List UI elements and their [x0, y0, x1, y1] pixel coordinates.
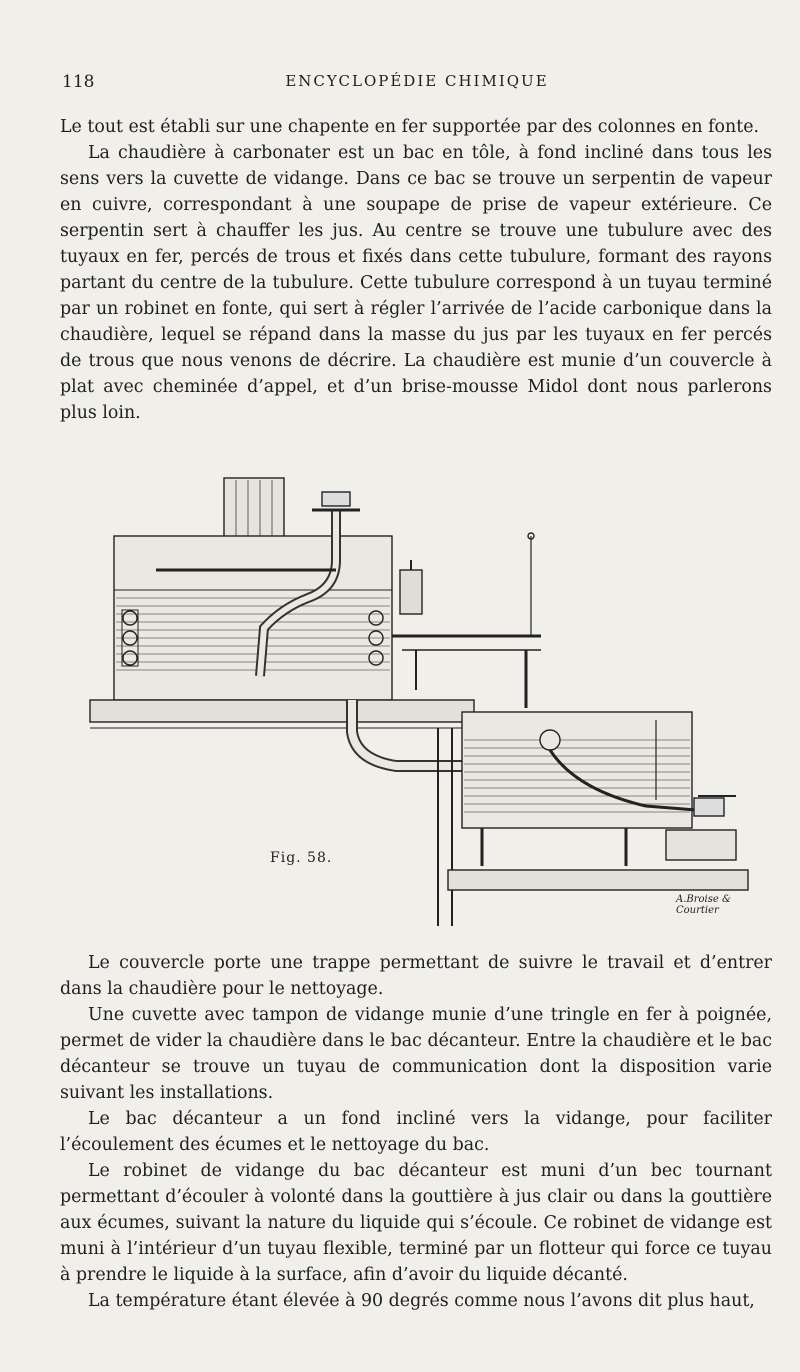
engraving-figure	[86, 470, 758, 930]
page-header	[62, 72, 772, 96]
paragraph: Le couvercle porte une trappe permettant de suivre le travail et d’entrer dans la chaudière pour le nettoyage.	[60, 953, 772, 999]
running-title: ENCYCLOPÉDIE CHIMIQUE	[285, 72, 549, 90]
paragraph: Une cuvette avec tampon de vidange munie d’une tringle en fer à poignée, permet de vider la chaudière dans le bac décanteur. Entre la chaudière et le bac décanteur se trouve un tuyau de communication dont la disposition varie suivant les installations.	[60, 1005, 772, 1103]
page-number: 118	[62, 72, 95, 92]
paragraph: La température étant élevée à 90 degrés comme nous l’avons dit plus haut,	[88, 1291, 755, 1311]
engraver-signature: A.Broise & Courtier	[676, 894, 731, 916]
paragraph: La chaudière à carbonater est un bac en tôle, à fond incliné dans tous les sens vers la cuvette de vidange. Dans ce bac se trouve un serpentin de vapeur en cuivre, correspondant à une soupape de prise de vapeur extérieure. Ce serpentin sert à chauffer les jus. Au centre se trouve une tubulure avec des tuyaux en fer, percés de trous et fixés dans cette tubulure, formant des rayons partant du centre de la tubulure. Cette tubulure correspond à un tuyau terminé par un robinet en fonte, qui sert à régler l’arrivée de l’acide carbonique dans la chaudière, lequel se répand dans la masse du jus par les tuyaux en fer percés de trous que nous venons de décrire. La chaudière est munie d’un couvercle à plat avec cheminée d’appel, et d’un brise-mousse Midol dont nous parlerons plus loin.	[60, 143, 772, 423]
top-text-block	[60, 114, 772, 426]
paragraph: Le tout est établi sur une chapente en fer supportée par des colonnes en fonte.	[60, 117, 760, 137]
paragraph: Le bac décanteur a un fond incliné vers la vidange, pour faciliter l’écoulement des écumes et le nettoyage du bac.	[60, 1109, 772, 1155]
bottom-text-block	[60, 950, 772, 1314]
carbonation-apparatus-illustration	[86, 470, 758, 930]
paragraph: Le robinet de vidange du bac décanteur est muni d’un bec tournant permettant d’écouler à volonté dans la gouttière à jus clair ou dans la gouttière aux écumes, suivant la nature du liquide qui s’écoule. Ce robinet de vidange est muni à l’intérieur d’un tuyau flexible, terminé par un flotteur qui force ce tuyau à prendre le liquide à la surface, afin d’avoir du liquide décanté.	[60, 1161, 772, 1285]
figure-caption: Fig. 58.	[270, 850, 333, 866]
